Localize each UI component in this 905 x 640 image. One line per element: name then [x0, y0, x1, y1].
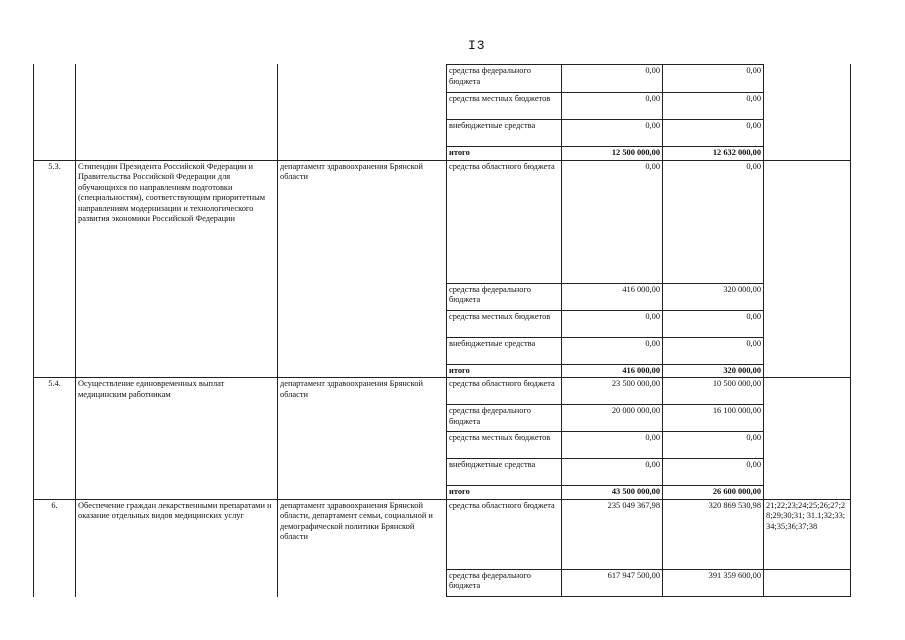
- amount-2014: 416 000,00: [562, 283, 663, 310]
- amount-2015: 320 000,00: [663, 283, 764, 310]
- amount-2014: 0,00: [562, 65, 663, 93]
- executor-cell: департамент здравоохранения Брянской области, департамент семьи, социальной и демографической политики Брянской области: [278, 499, 447, 596]
- amount-2014: 23 500 000,00: [562, 378, 663, 405]
- amount-2015: 0,00: [663, 310, 764, 337]
- funding-source: внебюджетные средства: [447, 120, 562, 147]
- indicator-codes-cell: [764, 378, 851, 500]
- amount-2014: 0,00: [562, 310, 663, 337]
- funding-source: средства областного бюджета: [447, 160, 562, 283]
- table-row: [34, 378, 851, 405]
- funding-source: средства федерального бюджета: [447, 283, 562, 310]
- activity-name-cell: Стипендии Президента Российской Федерации и Правительства Российской Федерации для обучающихся по направлениям подготовки (специальностям), соответствующим приоритетным направлениям модернизации и технологического развития экономики Российской Федерации: [76, 160, 278, 378]
- funding-source: итого: [447, 364, 562, 378]
- funding-source: средства местных бюджетов: [447, 93, 562, 120]
- amount-2015: 12 632 000,00: [663, 147, 764, 161]
- table-row: [34, 499, 851, 569]
- funding-source: средства местных бюджетов: [447, 432, 562, 459]
- amount-2015: 0,00: [663, 459, 764, 486]
- amount-2014: 0,00: [562, 93, 663, 120]
- amount-2015: 26 600 000,00: [663, 486, 764, 500]
- indicator-codes-cell: [764, 160, 851, 378]
- row-number-cell: 6.: [34, 499, 76, 596]
- amount-2015: 0,00: [663, 93, 764, 120]
- amount-2015: 0,00: [663, 337, 764, 364]
- executor-cell: департамент здравоохранения Брянской области: [278, 378, 447, 500]
- executor-cell: [278, 65, 447, 161]
- funding-source: средства федерального бюджета: [447, 65, 562, 93]
- amount-2014: 0,00: [562, 160, 663, 283]
- activity-name-cell: Обеспечение граждан лекарственными препаратами и оказание отдельных видов медицинских услуг: [76, 499, 278, 596]
- funding-source: средства федерального бюджета: [447, 569, 562, 596]
- funding-source: средства областного бюджета: [447, 378, 562, 405]
- amount-2015: 0,00: [663, 160, 764, 283]
- indicator-codes-cell: [764, 569, 851, 596]
- budget-table: [33, 64, 851, 597]
- indicator-codes-cell: 21;22;23;24;25;26;27;28;29;30;31; 31.1;32;33;34;35;36;37;38: [764, 499, 851, 569]
- amount-2015: 320 869 530,98: [663, 499, 764, 569]
- funding-source: внебюджетные средства: [447, 337, 562, 364]
- row-number-cell: 5.3.: [34, 160, 76, 378]
- activity-name-cell: Осуществление единовременных выплат медицинским работникам: [76, 378, 278, 500]
- amount-2015: 0,00: [663, 432, 764, 459]
- funding-source: внебюджетные средства: [447, 459, 562, 486]
- amount-2014: 416 000,00: [562, 364, 663, 378]
- amount-2014: 43 500 000,00: [562, 486, 663, 500]
- amount-2015: 0,00: [663, 120, 764, 147]
- funding-source: средства областного бюджета: [447, 499, 562, 569]
- amount-2014: 20 000 000,00: [562, 405, 663, 432]
- indicator-codes-cell: [764, 65, 851, 161]
- table-row: [34, 65, 851, 93]
- executor-cell: департамент здравоохранения Брянской области: [278, 160, 447, 378]
- funding-source: итого: [447, 147, 562, 161]
- amount-2015: 320 000,00: [663, 364, 764, 378]
- amount-2014: 0,00: [562, 120, 663, 147]
- funding-source: средства федерального бюджета: [447, 405, 562, 432]
- row-number-cell: 5.4.: [34, 378, 76, 500]
- funding-source: итого: [447, 486, 562, 500]
- amount-2014: 235 049 367,98: [562, 499, 663, 569]
- funding-source: средства местных бюджетов: [447, 310, 562, 337]
- amount-2014: 0,00: [562, 337, 663, 364]
- amount-2015: 0,00: [663, 65, 764, 93]
- table-row: [34, 160, 851, 283]
- activity-name-cell: [76, 65, 278, 161]
- amount-2014: 0,00: [562, 459, 663, 486]
- amount-2015: 16 100 000,00: [663, 405, 764, 432]
- amount-2014: 0,00: [562, 432, 663, 459]
- amount-2015: 391 359 600,00: [663, 569, 764, 596]
- amount-2014: 12 500 000,00: [562, 147, 663, 161]
- amount-2015: 10 500 000,00: [663, 378, 764, 405]
- page-number: I3: [468, 38, 486, 53]
- amount-2014: 617 947 500,00: [562, 569, 663, 596]
- row-number-cell: [34, 65, 76, 161]
